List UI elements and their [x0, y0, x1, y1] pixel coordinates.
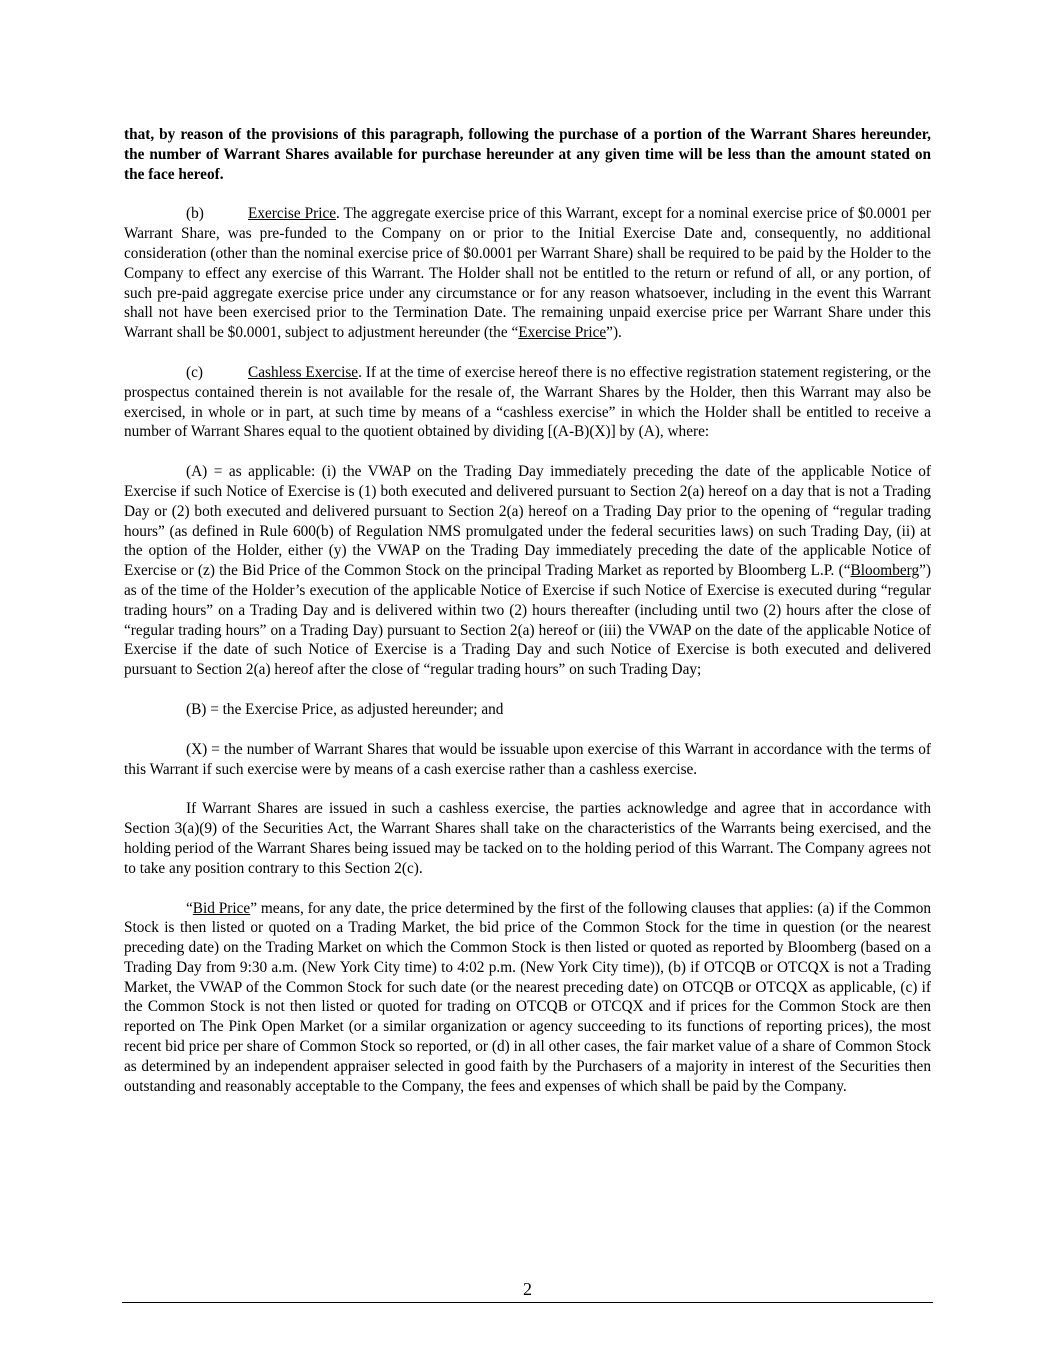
section-heading: Cashless Exercise [248, 363, 359, 381]
formula-a-definition [124, 462, 931, 680]
paragraph-text: . The aggregate exercise price of this Warrant, except for a nominal exercise price of $0.0001 per Warrant Share, was pre-funded to the Company on or prior to the Initial Exercise Date and, consequently, no additional consideration (other than the nominal exercise price of $0.0001 per Warrant Share) shall be required to be paid by the Holder to the Company to effect any exercise of this Warrant. The Holder shall not be entitled to the return or refund of all, or any portion, of such pre-paid aggregate exercise price under any circumstance or for any reason whatsoever, including in the event this Warrant shall not have been exercised prior to the Termination Date. The remaining unpaid exercise price per Warrant Share under this Warrant shall be $0.0001, subject to adjustment hereunder (the “ [124, 205, 931, 342]
cashless-exercise-paragraph [124, 363, 931, 442]
paragraph-text: ”) as of the time of the Holder’s execution of the applicable Notice of Exercise if such Notice of Exercise is executed during “regular trading hours” on a Trading Day and is delivered within two (2) hours thereafter (including until two (2) hours after the close of “regular trading hours” on a Trading Day) pursuant to Section 2(a) hereof or (iii) the VWAP on the date of the applicable Notice of Exercise if the date of such Notice of Exercise is a Trading Day and such Notice of Exercise is both executed and delivered pursuant to Section 2(a) hereof after the close of “regular trading hours” on such Trading Day; [124, 562, 931, 679]
footer-divider [122, 1302, 933, 1303]
defined-term: Bloomberg [850, 562, 920, 580]
cashless-acknowledgement-paragraph: If Warrant Shares are issued in such a cashless exercise, the parties acknowledge and agree that in accordance with Section 3(a)(9) of the Securities Act, the Warrant Shares shall take on the characteristics of the Warrants being exercised, and the holding period of the Warrant Shares being issued may be tacked on to the holding period of this Warrant. The Company agrees not to take any position contrary to this Section 2(c). [124, 800, 931, 877]
bid-price-definition [124, 899, 931, 1097]
paragraph-text: ” means, for any date, the price determined by the first of the following clauses that applies: (a) if the Common Stock is then listed or quoted on a Trading Market, the bid price of the Common Stock for the time in question (or the nearest preceding date) on the Trading Market on which the Common Stock is then listed or quoted as reported by Bloomberg (based on a Trading Day from 9:30 a.m. (New York City time) to 4:02 p.m. (New York City time)), (b) if OTCQB or OTCQX is not a Trading Market, the VWAP of the Common Stock for such date (or the nearest preceding date) on OTCQB or OTCQX as applicable, (c) if the Common Stock is not then listed or quoted for trading on OTCQB or OTCQX and if prices for the Common Stock are then reported on The Pink Open Market (or a similar organization or agency succeeding to its functions of reporting prices), the most recent bid price per share of Common Stock so reported, or (d) in all other cases, the fair market value of a share of Common Stock as determined by an independent appraiser selected in good faith by the Purchasers of a majority in interest of the Securities then outstanding and reasonably acceptable to the Company, the fees and expenses of which shall be paid by the Company. [124, 899, 932, 1095]
defined-term: Exercise Price [518, 324, 607, 342]
formula-x-definition: (X) = the number of Warrant Shares that would be issuable upon exercise of this Warrant in accordance with the terms of this Warrant if such exercise were by means of a cash exercise rather than a cashless exercise. [124, 740, 931, 778]
continuation-paragraph: that, by reason of the provisions of this paragraph, following the purchase of a portion of the Warrant Shares hereunder, the number of Warrant Shares available for purchase hereunder at any given time will be less than the amount stated on the face hereof. [124, 126, 931, 183]
section-label: (b) [186, 205, 204, 223]
paragraph-text: ”). [606, 324, 622, 342]
section-label: (c) [186, 363, 203, 381]
defined-term: Bid Price [192, 899, 251, 917]
formula-b-definition: (B) = the Exercise Price, as adjusted hereunder; and [186, 700, 504, 718]
section-heading: Exercise Price [248, 205, 337, 223]
page-number: 2 [523, 1279, 532, 1299]
paragraph-text: . If at the time of exercise hereof there is no effective registration statement registering, or the prospectus contained therein is not available for the resale of, the Warrant Shares by the Holder, then this Warrant may also be exercised, in whole or in part, at such time by means of a “cashless exercise” in which the Holder shall be entitled to receive a number of Warrant Shares equal to the quotient obtained by dividing [(A-B)(X)] by (A), where: [124, 363, 931, 441]
document-body [124, 125, 931, 1116]
open-quote: “ [186, 899, 193, 917]
exercise-price-paragraph [124, 204, 931, 343]
paragraph-text: (A) = as applicable: (i) the VWAP on the Trading Day immediately preceding the date of the applicable Notice of Exercise if such Notice of Exercise is (1) both executed and delivered pursuant to Section 2(a) hereof on a day that is not a Trading Day or (2) both executed and delivered pursuant to Section 2(a) hereof on a Trading Day prior to the opening of “regular trading hours” (as defined in Rule 600(b) of Regulation NMS promulgated under the federal securities laws) on such Trading Day, (ii) at the option of the Holder, either (y) the VWAP on the Trading Day immediately preceding the date of the applicable Notice of Exercise or (z) the Bid Price of the Common Stock on the principal Trading Market as reported by Bloomberg L.P. (“ [124, 463, 931, 580]
